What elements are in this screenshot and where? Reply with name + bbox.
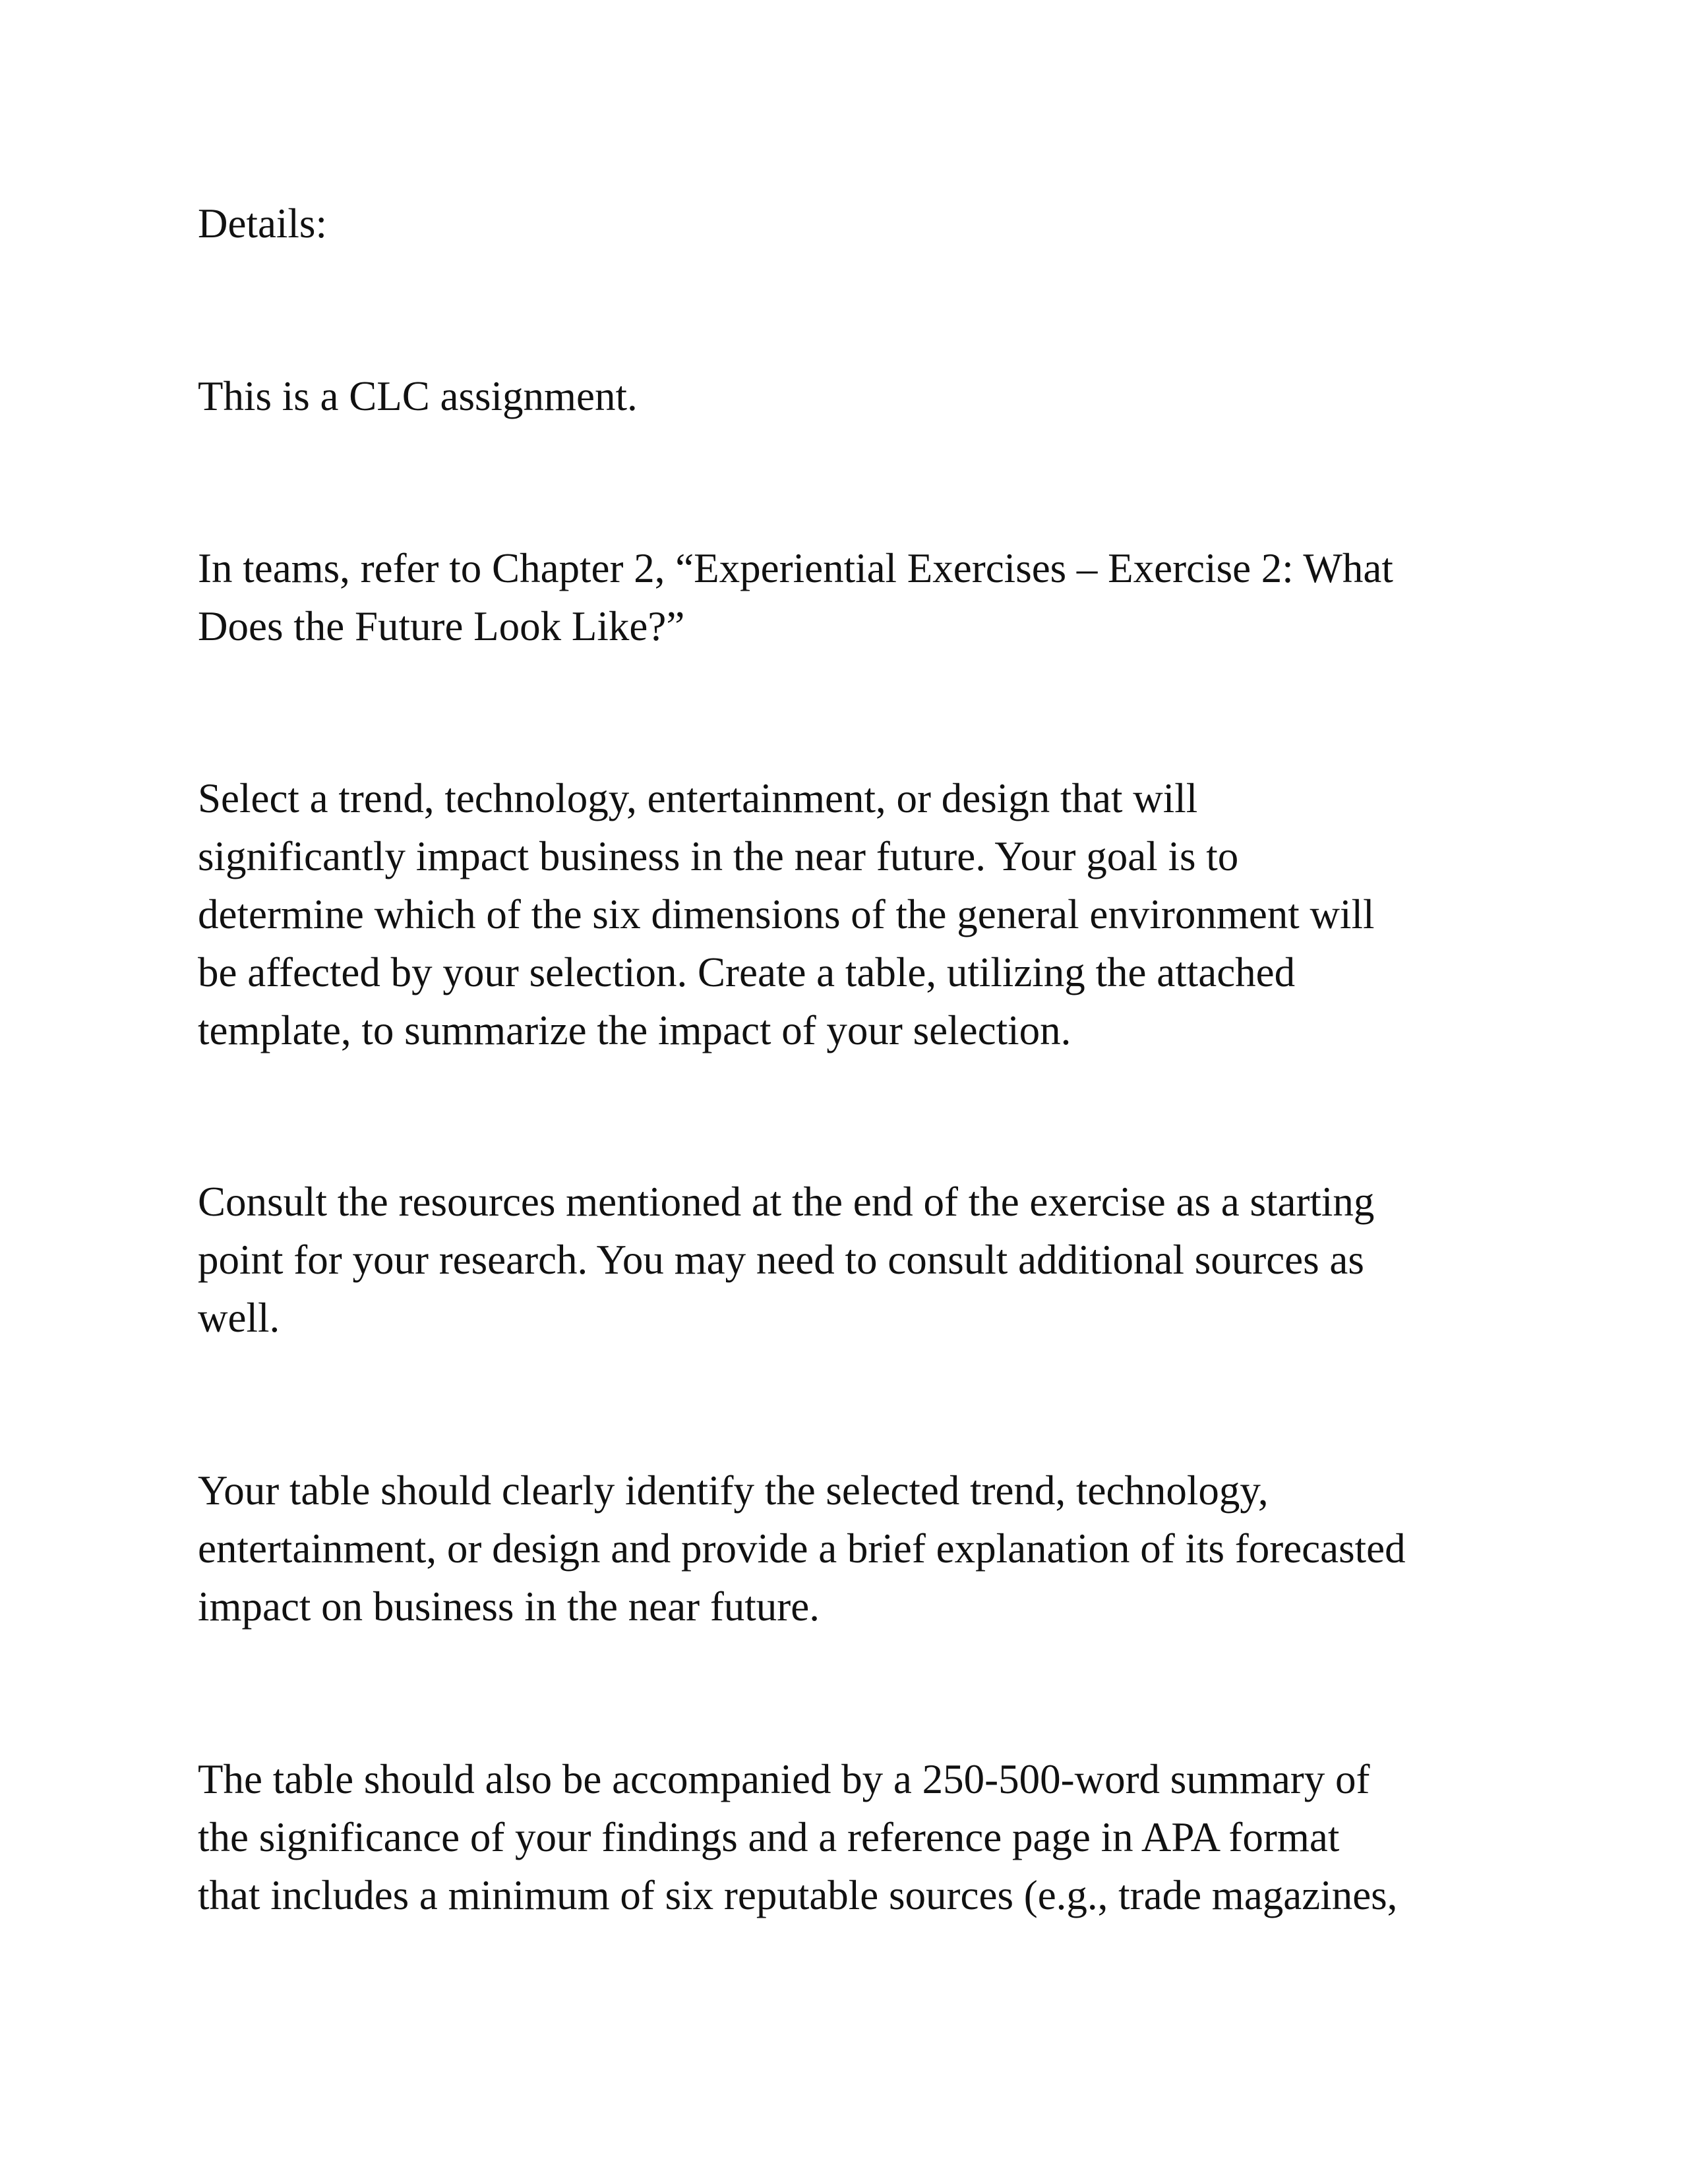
text-line: entertainment, or design and provide a brief explanation of its forecasted [198,1525,1406,1572]
paragraph-your-table [198,1461,1490,1636]
text-line: This is a CLC assignment. [198,373,638,419]
paragraph-select [198,769,1490,1059]
text-line: the significance of your findings and a reference page in APA format [198,1814,1340,1860]
text-line: The table should also be accompanied by a 250-500-word summary of [198,1756,1370,1802]
text-line: well. [198,1295,280,1341]
text-line: impact on business in the near future. [198,1583,820,1630]
text-line: Select a trend, technology, entertainment, or design that will [198,775,1198,821]
text-line: template, to summarize the impact of your selection. [198,1007,1071,1053]
text-line: Consult the resources mentioned at the end of the exercise as a starting [198,1179,1375,1225]
text-line: significantly impact business in the near future. Your goal is to [198,833,1239,879]
paragraph-summary [198,1750,1490,1924]
text-line: Details: [198,200,327,247]
text-line: be affected by your selection. Create a table, utilizing the attached [198,949,1296,995]
text-line: that includes a minimum of six reputable sources (e.g., trade magazines, [198,1872,1398,1918]
text-line: point for your research. You may need to consult additional sources as [198,1237,1364,1283]
text-line: determine which of the six dimensions of the general environment will [198,891,1375,937]
text-line: In teams, refer to Chapter 2, “Experiential Exercises – Exercise 2: What [198,545,1393,591]
heading-details [198,194,1490,252]
paragraph-teams [198,539,1490,655]
text-line: Your table should clearly identify the selected trend, technology, [198,1467,1269,1514]
text-line: Does the Future Look Like?” [198,603,685,649]
paragraph-clc [198,367,1490,425]
paragraph-consult [198,1173,1490,1347]
